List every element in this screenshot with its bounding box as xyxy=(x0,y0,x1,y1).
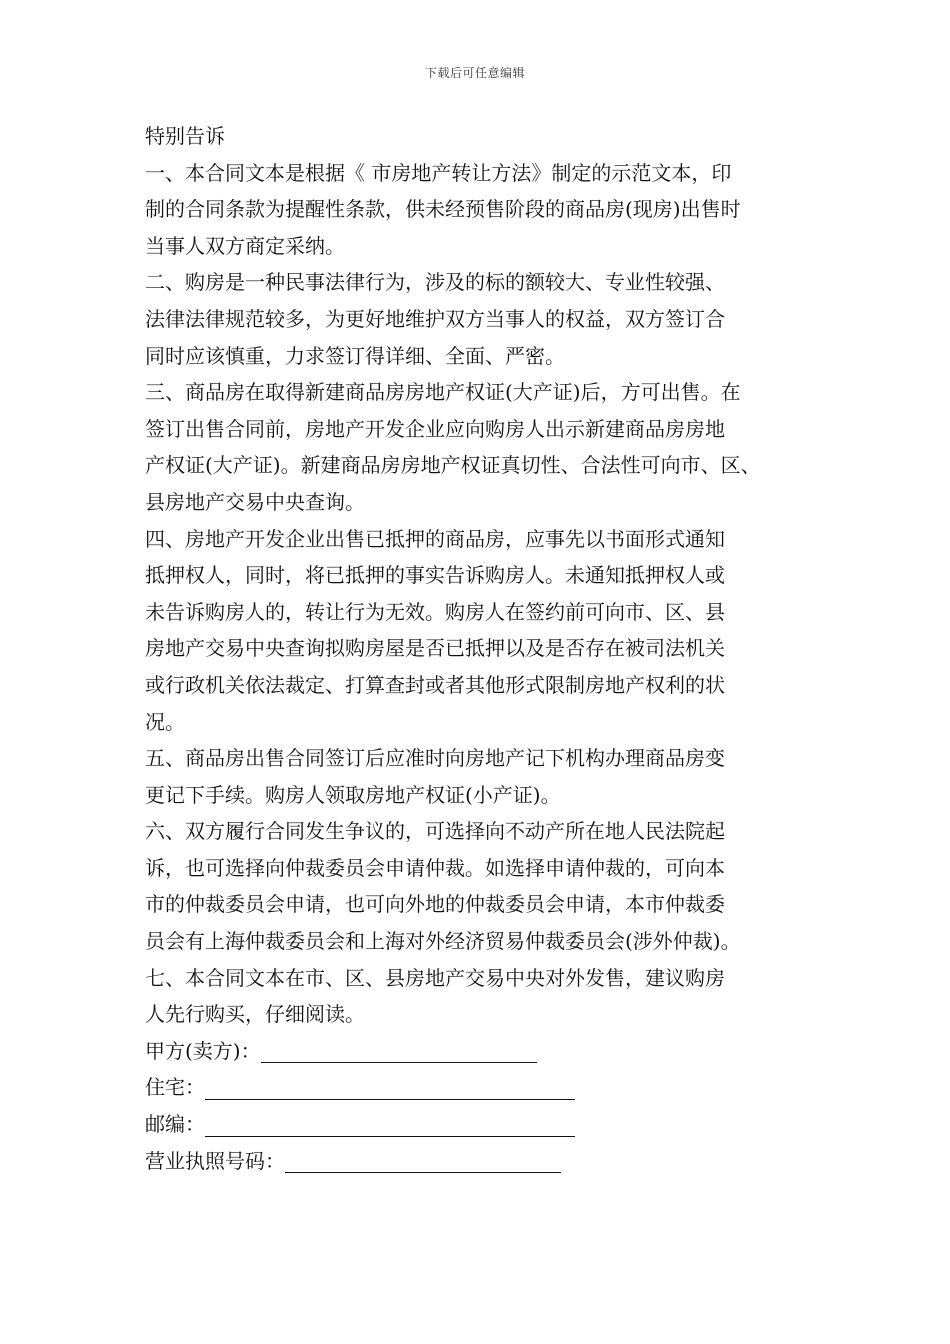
paragraph-line: 同时应该慎重，力求签订得详细、全面、严密。 xyxy=(145,343,565,368)
paragraph-line: 四、房地产开发企业出售已抵押的商品房，应事先以书面形式通知 xyxy=(145,526,725,551)
paragraph-line: 诉，也可选择向仲裁委员会申请仲裁。如选择申请仲裁的，可向本 xyxy=(145,855,725,880)
address-field xyxy=(145,1069,825,1106)
paragraph-line: 三、商品房在取得新建商品房房地产权证(大产证)后，方可出售。在 xyxy=(145,380,741,405)
paragraph-line: 一、本合同文本是根据《 市房地产转让方法》制定的示范文本，印 xyxy=(145,160,732,185)
seller-blank[interactable] xyxy=(261,1036,537,1063)
paragraph-line: 员会有上海仲裁委员会和上海对外经济贸易仲裁委员会(涉外仲裁)。 xyxy=(145,929,741,954)
paragraph-line: 二、购房是一种民事法律行为，涉及的标的额较大、专业性较强、 xyxy=(145,270,725,295)
paragraph-line: 未告诉购房人的，转让行为无效。购房人在签约前可向市、区、县 xyxy=(145,599,725,624)
paragraph-line: 房地产交易中央查询拟购房屋是否已抵押以及是否存在被司法机关 xyxy=(145,636,725,661)
paragraph-line: 况。 xyxy=(145,709,185,734)
paragraph-line: 抵押权人，同时，将已抵押的事实告诉购房人。未通知抵押权人或 xyxy=(145,563,725,588)
paragraph-line: 五、商品房出售合同签订后应准时向房地产记下机构办理商品房变 xyxy=(145,746,725,771)
paragraph-line: 签订出售合同前，房地产开发企业应向购房人出示新建商品房房地 xyxy=(145,416,725,441)
page-header: 下载后可任意编辑 xyxy=(424,66,525,80)
seller-label: 甲方(卖方)： xyxy=(145,1038,261,1063)
paragraph-line: 市的仲裁委员会申请，也可向外地的仲裁委员会申请，本市仲裁委 xyxy=(145,892,725,917)
paragraph-line: 制的合同条款为提醒性条款，供未经预售阶段的商品房(现房)出售时 xyxy=(145,197,741,222)
paragraph-line: 当事人双方商定采纳。 xyxy=(145,233,345,258)
postcode-label: 邮编： xyxy=(145,1112,205,1137)
paragraph-line: 六、双方履行合同发生争议的，可选择向不动产所在地人民法院起 xyxy=(145,819,725,844)
postcode-field xyxy=(145,1106,825,1143)
address-blank[interactable] xyxy=(205,1073,575,1100)
address-label: 住宅： xyxy=(145,1075,205,1100)
paragraph-line: 人先行购买，仔细阅读。 xyxy=(145,1002,365,1027)
postcode-blank[interactable] xyxy=(205,1110,575,1137)
paragraph-line: 产权证(大产证)。新建商品房房地产权证真切性、合法性可向市、区、 xyxy=(145,453,761,478)
paragraph-line: 七、本合同文本在市、区、县房地产交易中央对外发售，建议购房 xyxy=(145,965,725,990)
paragraph-line: 县房地产交易中央查询。 xyxy=(145,489,365,514)
license-label: 营业执照号码： xyxy=(145,1148,285,1173)
paragraph-line: 法律法律规范较多，为更好地维护双方当事人的权益，双方签订合 xyxy=(145,306,725,331)
document-body xyxy=(145,118,825,1179)
paragraph-line: 更记下手续。购房人领取房地产权证(小产证)。 xyxy=(145,782,561,807)
license-blank[interactable] xyxy=(285,1146,561,1173)
section-title: 特别告诉 xyxy=(145,124,225,148)
paragraph-line: 或行政机关依法裁定、打算查封或者其他形式限制房地产权利的状 xyxy=(145,672,725,697)
license-field xyxy=(145,1143,825,1180)
seller-field xyxy=(145,1033,825,1070)
